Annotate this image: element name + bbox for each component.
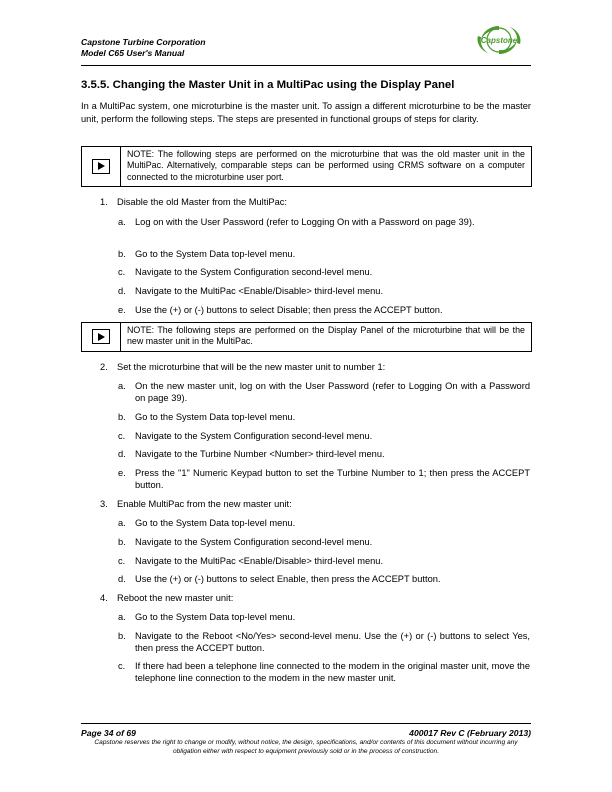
substep-letter: c. (118, 267, 126, 277)
capstone-logo (468, 22, 530, 58)
note-text: NOTE: The following steps are performed on the Display Panel of the microturbine that will be the new master unit in the MultiPac. (127, 325, 525, 347)
substep-letter: a. (118, 612, 126, 622)
step-number: 4. (100, 593, 108, 603)
substep-text: Go to the System Data top-level menu. (135, 412, 296, 422)
substep-text: Navigate to the System Configuration second-level menu. (135, 267, 373, 277)
play-arrow-icon (92, 159, 110, 174)
substep-letter: d. (118, 574, 126, 584)
substep-letter: b. (118, 412, 126, 422)
substep-text: Navigate to the MultiPac <Enable/Disable> third-level menu. (135, 556, 384, 566)
play-arrow-icon (92, 329, 110, 344)
substep-letter: b. (118, 631, 126, 641)
substep-text: Navigate to the System Configuration second-level menu. (135, 537, 373, 547)
substep-letter: c. (118, 661, 126, 671)
substep-text: Go to the System Data top-level menu. (135, 612, 296, 622)
step-text: Disable the old Master from the MultiPac: (117, 197, 287, 207)
substep-text: If there had been a telephone line connected to the modem in the original master unit, move the telephone line connection to the modem in the new master unit. (135, 661, 530, 683)
substep-letter: d. (118, 286, 126, 296)
substep-letter: a. (118, 518, 126, 528)
note-box (81, 322, 532, 352)
step-text: Set the microturbine that will be the new master unit to number 1: (117, 362, 386, 372)
substep-text: Go to the System Data top-level menu. (135, 518, 296, 528)
footer-divider (81, 723, 531, 724)
substep-letter: b. (118, 537, 126, 547)
step-text: Reboot the new master unit: (117, 593, 234, 603)
page-number: Page 34 of 69 (81, 728, 136, 738)
footer-disclaimer: Capstone reserves the right to change or modify, without notice, the design, specifications, and/or contents of this document without incurring any obligation either with respect to equipment previously sold or in the process of construction. (94, 739, 518, 755)
step-number: 1. (100, 197, 108, 207)
note-text: NOTE: The following steps are performed on the microturbine that was the old master unit in the MultiPac. Alternatively, comparable steps can be performed using CRMS software on a computer connected to the microturbine user port. (127, 149, 525, 182)
substep-text: Press the "1" Numeric Keypad button to set the Turbine Number to 1; then press the ACCEPT button. (135, 468, 530, 490)
intro-paragraph: In a MultiPac system, one microturbine is the master unit. To assign a different microturbine to be the master unit, perform the following steps. The steps are presented in functional groups of steps for clarity. (81, 101, 531, 124)
substep-text: Navigate to the Turbine Number <Number> third-level menu. (135, 449, 385, 459)
substep-letter: c. (118, 431, 126, 441)
substep-letter: d. (118, 449, 126, 459)
substep-text: Navigate to the Reboot <No/Yes> second-level menu. Use the (+) or (-) buttons to select Yes, then press the ACCEPT button. (135, 631, 530, 653)
company-name: Capstone Turbine Corporation (81, 37, 206, 47)
substep-text: Go to the System Data top-level menu. (135, 249, 296, 259)
header-divider (81, 65, 531, 66)
substep-text: On the new master unit, log on with the User Password (refer to Logging On with a Password on page 39). (135, 381, 530, 403)
page-header (81, 37, 205, 58)
substep-text: Log on with the User Password (refer to Logging On with a Password on page 39). (135, 217, 475, 227)
step-text: Enable MultiPac from the new master unit: (117, 499, 292, 509)
substep-text: Navigate to the System Configuration second-level menu. (135, 431, 373, 441)
substep-text: Navigate to the MultiPac <Enable/Disable> third-level menu. (135, 286, 384, 296)
manual-title: Model C65 User's Manual (81, 47, 185, 58)
substep-letter: b. (118, 249, 126, 259)
substep-text: Use the (+) or (-) buttons to select Enable, then press the ACCEPT button. (135, 574, 441, 584)
substep-letter: a. (118, 217, 126, 227)
step-number: 3. (100, 499, 108, 509)
note-box (81, 146, 532, 187)
document-revision: 400017 Rev C (February 2013) (409, 728, 531, 738)
substep-text: Use the (+) or (-) buttons to select Disable; then press the ACCEPT button. (135, 305, 443, 315)
step-number: 2. (100, 362, 108, 372)
substep-letter: c. (118, 556, 126, 566)
substep-letter: e. (118, 305, 126, 315)
substep-letter: e. (118, 468, 126, 478)
substep-letter: a. (118, 381, 126, 391)
section-title: 3.5.5. Changing the Master Unit in a MultiPac using the Display Panel (81, 79, 455, 91)
logo-text: Capstone (480, 36, 518, 45)
